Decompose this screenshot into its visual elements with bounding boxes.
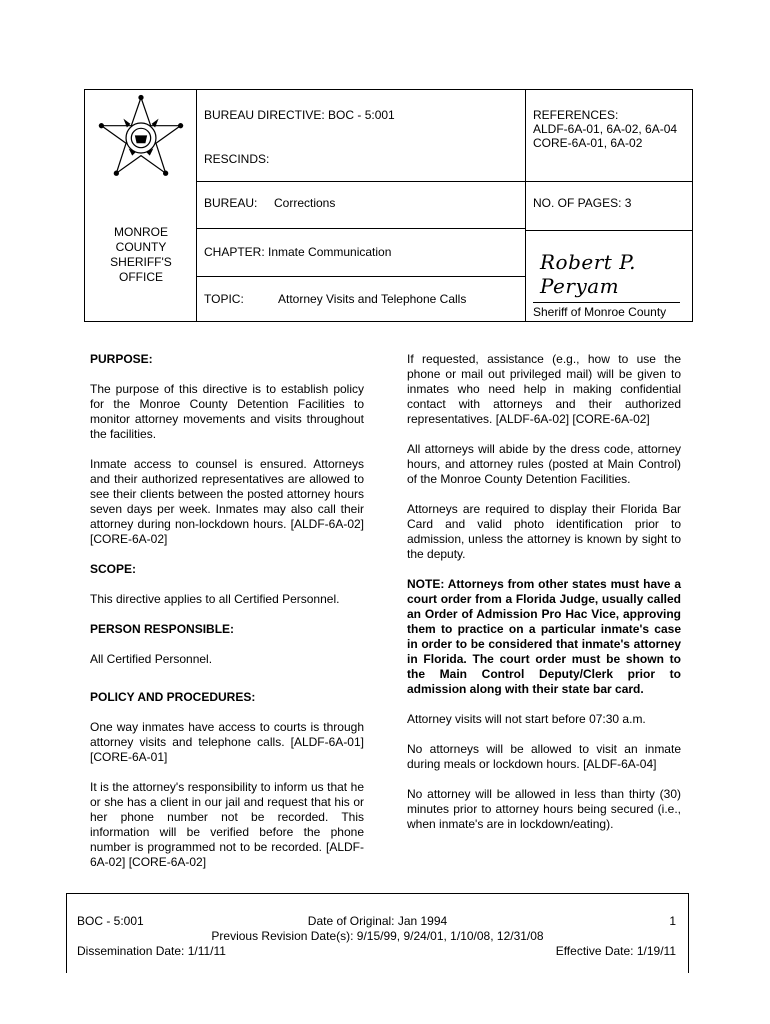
body-paragraph: If requested, assistance (e.g., how to use the phone or mail out privileged mail) will be given to inmates who need help in making confidential contact with attorneys and their authorized representatives. [ALDF-6A-02] [CORE-6A-02] (407, 352, 681, 426)
references-line: ALDF-6A-01, 6A-02, 6A-04 (533, 122, 678, 136)
policy-paragraph: It is the attorney's responsibility to inform us that he or she has a client in our jail and request that his or her phone number not be recorded. This information will be verified before the phone number is programmed not to be recorded. [ALDF-6A-02] [CORE-6A-02] (90, 780, 364, 869)
footer-date-original: Date of Original: Jan 1994 (307, 914, 448, 928)
footer-effective-date: Effective Date: 1/19/11 (555, 944, 676, 958)
signature: Robert P. Peryam (540, 250, 636, 298)
purpose-heading: PURPOSE: (90, 352, 153, 366)
responsible-paragraph: All Certified Personnel. (90, 652, 213, 666)
footer-dissemination-date: Dissemination Date: 1/11/11 (77, 944, 226, 958)
sheriff-star-badge-icon (97, 94, 185, 182)
purpose-paragraph: Inmate access to counsel is ensured. Attorneys and their authorized representatives are allowed to see their clients between the posted attorney hours seven days per week. Inmates may also call their attorney during non-lockdown hours. [ALDF-6A-02] [CORE-6A-02] (90, 457, 364, 546)
chapter: CHAPTER: Inmate Communication (204, 245, 392, 259)
bureau-directive: BUREAU DIRECTIVE: BOC - 5:001 (204, 108, 395, 122)
right-column (407, 352, 681, 847)
scope-paragraph: This directive applies to all Certified Personnel. (90, 592, 340, 606)
body-paragraph: No attorney will be allowed in less than thirty (30) minutes prior to attorney hours being secured (i.e., when inmate's are in lockdown/eating). (407, 787, 681, 831)
rescinds: RESCINDS: (204, 152, 270, 166)
topic-label: TOPIC: (204, 292, 244, 306)
footer-doc-id: BOC - 5:001 (77, 914, 144, 928)
office-line: SHERIFF'S (110, 255, 172, 269)
footer-previous-revisions: Previous Revision Date(s): 9/15/99, 9/24/01, 1/10/08, 12/31/08 (211, 929, 544, 943)
scope-heading: SCOPE: (90, 562, 137, 576)
office-line: COUNTY (115, 240, 167, 254)
body-paragraph: No attorneys will be allowed to visit an inmate during meals or lockdown hours. [ALDF-6A-04] (407, 742, 681, 771)
footer-page-number: 1 (669, 914, 676, 928)
references-label: REFERENCES: (533, 108, 619, 122)
office-line: OFFICE (119, 270, 163, 284)
policy-paragraph: One way inmates have access to courts is through attorney visits and telephone calls. [ALDF-6A-01] [CORE-6A-01] (90, 720, 364, 764)
header-table (84, 89, 693, 322)
body-paragraph: Attorneys are required to display their Florida Bar Card and valid photo identification prior to admission, unless the attorney is known by sight to the deputy. (407, 502, 681, 561)
responsible-heading: PERSON RESPONSIBLE: (90, 622, 235, 636)
topic-value: Attorney Visits and Telephone Calls (278, 292, 467, 306)
body-paragraph: All attorneys will abide by the dress code, attorney hours, and attorney rules (posted at Main Control) of the Monroe County Detention Facilities. (407, 442, 681, 486)
left-column (90, 352, 364, 885)
body-paragraph: Attorney visits will not start before 07:30 a.m. (407, 712, 646, 726)
references-line: CORE-6A-01, 6A-02 (533, 136, 643, 150)
signer-title: Sheriff of Monroe County (533, 305, 667, 319)
office-name (85, 225, 197, 285)
note-paragraph: NOTE: Attorneys from other states must have a court order from a Florida Judge, usually called an Order of Admission Pro Hac Vice, approving them to practice on a particular inmate's case in order to be considered that inmate's attorney in Florida. The court order must be shown to the Main Control Deputy/Clerk prior to admission along with their state bar card. (407, 577, 681, 696)
office-line: MONROE (114, 225, 168, 239)
bureau-value: Corrections (274, 196, 336, 210)
policy-heading: POLICY AND PROCEDURES: (90, 690, 256, 704)
footer-box (66, 893, 689, 973)
number-of-pages: NO. OF PAGES: 3 (533, 196, 632, 210)
bureau-label: BUREAU: (204, 196, 258, 210)
purpose-paragraph: The purpose of this directive is to establish policy for the Monroe County Detention Facilities to monitor attorney movements and visits throughout the facilities. (90, 382, 364, 441)
